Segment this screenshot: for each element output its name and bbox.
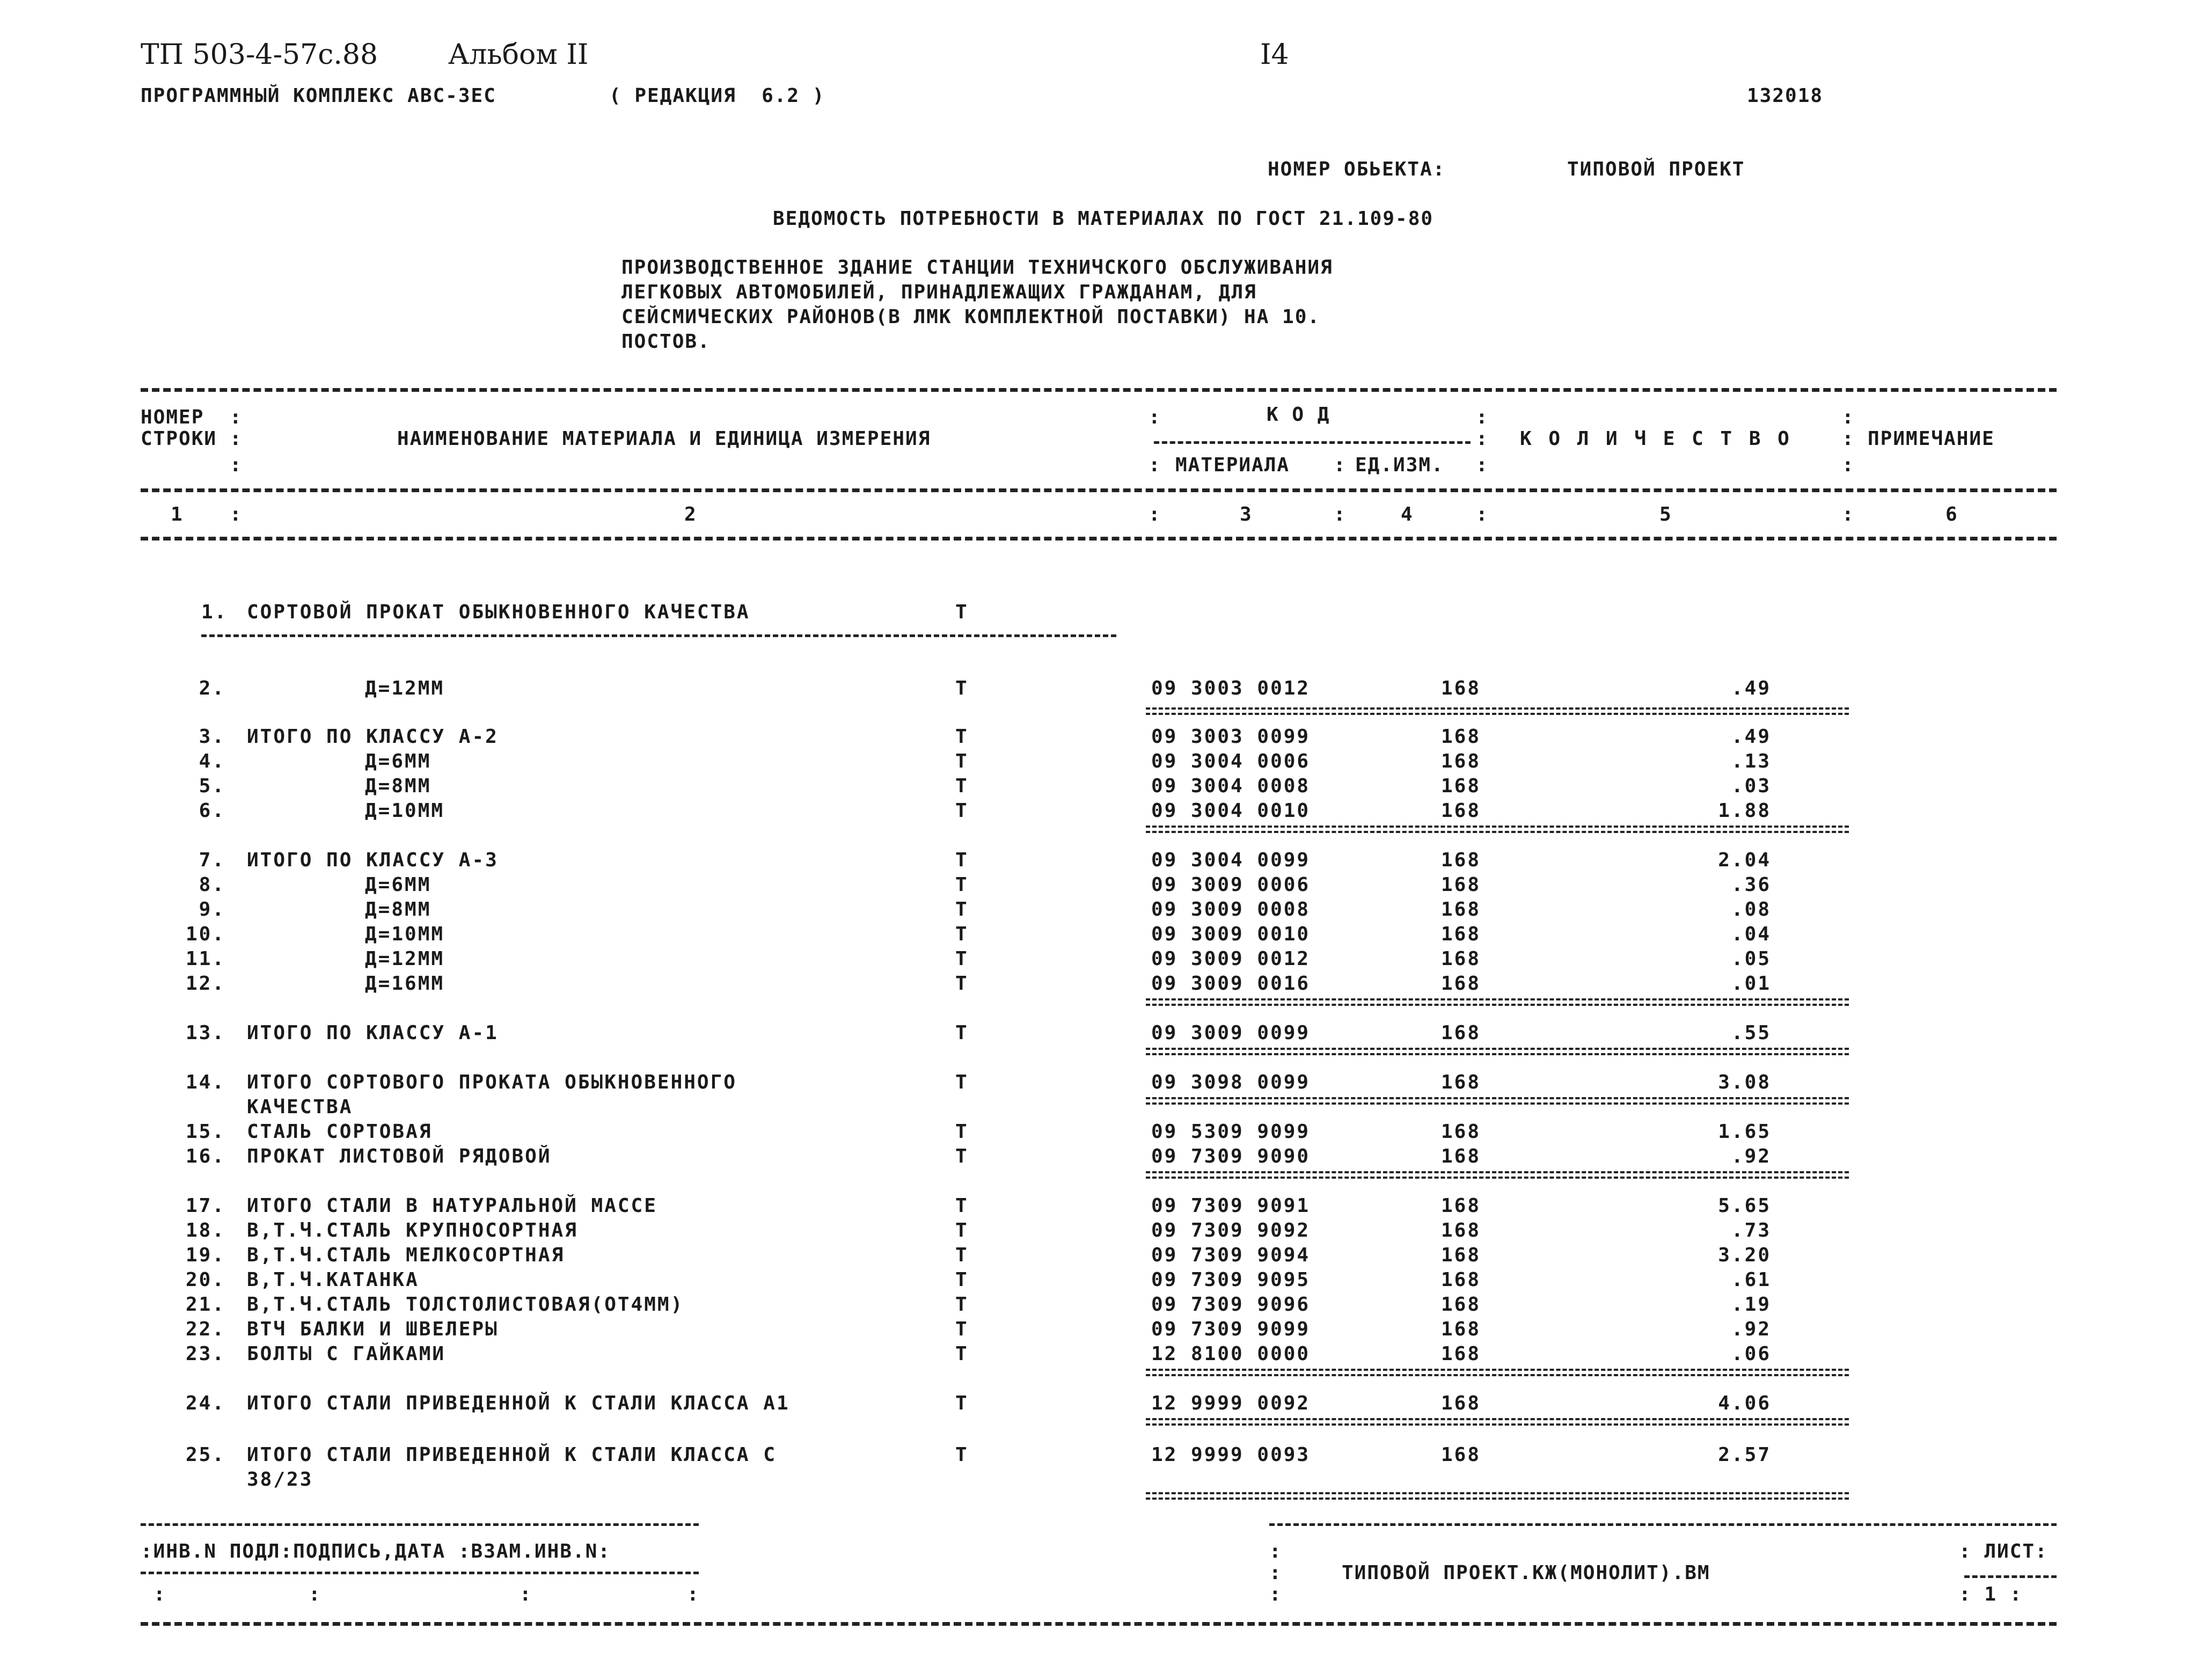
row-quantity: .92 (1731, 1145, 1771, 1167)
col-number-4: 4 (1401, 503, 1414, 525)
row-number: 8. (199, 874, 225, 896)
double-rule (1146, 1369, 1849, 1376)
document-code: ТП 503-4-57с.88 (141, 39, 378, 71)
row-unit: Т (955, 874, 969, 896)
row-number: 12. (185, 973, 225, 995)
row-quantity: 2.04 (1718, 849, 1771, 871)
row-number: 13. (185, 1022, 225, 1044)
stamp-rule-left-top (141, 1523, 699, 1526)
row-unit: Т (955, 1145, 969, 1167)
stamp-sep: : (153, 1583, 165, 1605)
row-unit: Т (955, 726, 969, 748)
row-material-code: 09 3009 0012 (1151, 948, 1311, 970)
header-row-no-2: СТРОКИ (141, 428, 217, 450)
header-note: ПРИМЕЧАНИЕ (1868, 428, 1995, 450)
double-rule (1146, 998, 1849, 1006)
row-material-code: 12 8100 0000 (1151, 1343, 1311, 1365)
row-unit: Т (955, 973, 969, 995)
row-unit-code: 168 (1441, 1145, 1481, 1167)
row-unit-code: 168 (1441, 1219, 1481, 1241)
album-label: Альбом II (448, 39, 589, 71)
row-number: 9. (199, 899, 225, 921)
row-unit: Т (955, 750, 969, 772)
row-unit-code: 168 (1441, 874, 1481, 896)
row-name: ПРОКАТ ЛИСТОВОЙ РЯДОВОЙ (247, 1145, 552, 1167)
header-sep: : (1476, 428, 1488, 450)
row-unit-code: 168 (1441, 1444, 1481, 1466)
header-sep: : (1842, 428, 1854, 450)
stamp-rule-right-top (1269, 1523, 2057, 1526)
col-number-6: 6 (1945, 503, 1958, 525)
row-material-code: 09 7309 9099 (1151, 1318, 1311, 1340)
header-sep: : (1476, 406, 1488, 428)
header-sep: : (1149, 454, 1160, 476)
row-material-code: 09 7309 9096 (1151, 1294, 1311, 1316)
section-title: СОРТОВОЙ ПРОКАТ ОБЫКНОВЕННОГО КАЧЕСТВА (247, 601, 750, 623)
row-name: В,Т.Ч.СТАЛЬ ТОЛСТОЛИСТОВАЯ(ОТ4ММ) (247, 1294, 684, 1316)
row-unit-code: 168 (1441, 948, 1481, 970)
header-code-unit: ЕД.ИЗМ. (1355, 454, 1444, 476)
stamp-sep: : (687, 1583, 699, 1605)
row-unit: Т (955, 899, 969, 921)
header-code: К О Д (1267, 404, 1330, 426)
row-number: 20. (185, 1269, 225, 1291)
row-unit: Т (955, 1294, 969, 1316)
row-quantity: 2.57 (1718, 1444, 1771, 1466)
building-line-4: ПОСТОВ. (621, 331, 711, 353)
row-quantity: .73 (1731, 1219, 1771, 1241)
row-material-code: 09 3009 0008 (1151, 899, 1311, 921)
header-code-material: МАТЕРИАЛА (1175, 454, 1290, 476)
row-number: 19. (185, 1244, 225, 1266)
double-rule (1146, 707, 1849, 715)
header-sep: : (1334, 454, 1345, 476)
section-underline (201, 634, 1116, 637)
row-material-code: 09 3003 0012 (1151, 677, 1311, 699)
col-number-3: 3 (1240, 503, 1253, 525)
row-number: 10. (185, 923, 225, 945)
row-material-code: 09 7309 9092 (1151, 1219, 1311, 1241)
row-unit-code: 168 (1441, 1318, 1481, 1340)
row-unit: Т (955, 1071, 969, 1093)
row-number: 24. (185, 1392, 225, 1414)
row-quantity: .05 (1731, 948, 1771, 970)
row-name: Д=6ММ (365, 750, 431, 772)
row-material-code: 12 9999 0093 (1151, 1444, 1311, 1466)
stamp-bottom-rule (141, 1622, 2057, 1626)
row-number: 11. (185, 948, 225, 970)
row-name: СТАЛЬ СОРТОВАЯ (247, 1121, 433, 1143)
building-line-1: ПРОИЗВОДСТВЕННОЕ ЗДАНИЕ СТАНЦИИ ТЕХНИЧСКОГО ОБСЛУЖИВАНИЯ (621, 257, 1333, 279)
stamp-sep: : (1269, 1562, 1281, 1584)
row-quantity: 1.65 (1718, 1121, 1771, 1143)
row-quantity: .19 (1731, 1294, 1771, 1316)
row-quantity: .01 (1731, 973, 1771, 995)
header-sep: : (1842, 503, 1854, 525)
row-unit-code: 168 (1441, 1392, 1481, 1414)
row-number: 2. (199, 677, 225, 699)
row-material-code: 09 3003 0099 (1151, 726, 1311, 748)
object-label: НОМЕР ОБЬЕКТА: (1268, 158, 1446, 180)
row-name: В,Т.Ч.КАТАНКА (247, 1269, 419, 1291)
building-line-3: СЕЙСМИЧЕСКИХ РАЙОНОВ(В ЛМК КОМПЛЕКТНОЙ ПОСТАВКИ) НА 10. (621, 306, 1321, 328)
row-number: 18. (185, 1219, 225, 1241)
row-material-code: 09 7309 9091 (1151, 1195, 1311, 1217)
row-number: 5. (199, 775, 225, 797)
row-unit-code: 168 (1441, 1022, 1481, 1044)
row-name: ИТОГО СОРТОВОГО ПРОКАТА ОБЫКНОВЕННОГО (247, 1071, 737, 1093)
row-unit-code: 168 (1441, 1269, 1481, 1291)
row-quantity: .08 (1731, 899, 1771, 921)
row-name: Д=16ММ (365, 973, 445, 995)
row-unit: Т (955, 1195, 969, 1217)
double-rule (1146, 1492, 1849, 1500)
header-sep: : (230, 454, 242, 476)
row-unit-code: 168 (1441, 1195, 1481, 1217)
row-number: 21. (185, 1294, 225, 1316)
stamp-sheet-number: : 1 : (1959, 1583, 2023, 1605)
header-sep: : (1149, 503, 1160, 525)
row-number: 4. (199, 750, 225, 772)
row-material-code: 09 7309 9094 (1151, 1244, 1311, 1266)
row-material-code: 09 3009 0099 (1151, 1022, 1311, 1044)
row-quantity: .49 (1731, 726, 1771, 748)
row-unit: Т (955, 849, 969, 871)
row-unit-code: 168 (1441, 800, 1481, 822)
row-number: 14. (185, 1071, 225, 1093)
row-name-continued: КАЧЕСТВА (247, 1096, 353, 1118)
row-unit-code: 168 (1441, 923, 1481, 945)
row-name: ИТОГО ПО КЛАССУ А-3 (247, 849, 499, 871)
stamp-inventory-label: :ИНВ.N ПОДЛ:ПОДПИСЬ,ДАТА :ВЗАМ.ИНВ.N: (141, 1540, 611, 1562)
header-sep: : (1334, 503, 1345, 525)
row-material-code: 09 3009 0010 (1151, 923, 1311, 945)
row-unit: Т (955, 1318, 969, 1340)
row-unit: Т (955, 1444, 969, 1466)
row-quantity: 3.08 (1718, 1071, 1771, 1093)
row-material-code: 09 3009 0006 (1151, 874, 1311, 896)
row-material-code: 09 3004 0010 (1151, 800, 1311, 822)
header-bottom-rule (141, 537, 2057, 540)
double-rule (1146, 1171, 1849, 1179)
header-sep: : (1149, 406, 1160, 428)
stamp-sep: : (309, 1583, 320, 1605)
row-name: БОЛТЫ С ГАЙКАМИ (247, 1343, 446, 1365)
row-quantity: 1.88 (1718, 800, 1771, 822)
row-unit: Т (955, 923, 969, 945)
row-name: ИТОГО СТАЛИ ПРИВЕДЕННОЙ К СТАЛИ КЛАССА С (247, 1444, 777, 1466)
double-rule (1146, 1048, 1849, 1055)
row-unit-code: 168 (1441, 677, 1481, 699)
row-number: 3. (199, 726, 225, 748)
row-unit-code: 168 (1441, 849, 1481, 871)
row-unit: Т (955, 1121, 969, 1143)
row-unit: Т (955, 775, 969, 797)
row-quantity: .61 (1731, 1269, 1771, 1291)
row-unit-code: 168 (1441, 1294, 1481, 1316)
row-unit-code: 168 (1441, 1071, 1481, 1093)
row-name-continued: 38/23 (247, 1469, 313, 1491)
stamp-project-title: ТИПОВОЙ ПРОЕКТ.КЖ(МОНОЛИТ).ВМ (1342, 1562, 1710, 1584)
row-material-code: 09 7309 9095 (1151, 1269, 1311, 1291)
row-quantity: 5.65 (1718, 1195, 1771, 1217)
row-unit-code: 168 (1441, 1121, 1481, 1143)
section-number: 1. (201, 601, 228, 623)
building-line-2: ЛЕГКОВЫХ АВТОМОБИЛЕЙ, ПРИНАДЛЕЖАЩИХ ГРАЖДАНАМ, ДЛЯ (621, 281, 1257, 303)
double-rule (1146, 826, 1849, 833)
row-name: ИТОГО ПО КЛАССУ А-1 (247, 1022, 499, 1044)
row-material-code: 09 3098 0099 (1151, 1071, 1311, 1093)
row-material-code: 09 3004 0099 (1151, 849, 1311, 871)
row-quantity: .13 (1731, 750, 1771, 772)
row-quantity: .03 (1731, 775, 1771, 797)
row-material-code: 09 3004 0006 (1151, 750, 1311, 772)
stamp-sheet-rule (1964, 1575, 2057, 1578)
page-number: I4 (1260, 39, 1289, 71)
row-quantity: .49 (1731, 677, 1771, 699)
header-sep: : (1842, 454, 1854, 476)
stamp-sep: : (1269, 1583, 1281, 1605)
row-unit-code: 168 (1441, 775, 1481, 797)
col-number-1: 1 (171, 503, 184, 525)
row-unit: Т (955, 1392, 969, 1414)
row-unit-code: 168 (1441, 1244, 1481, 1266)
row-unit-code: 168 (1441, 899, 1481, 921)
row-unit: Т (955, 948, 969, 970)
row-quantity: .55 (1731, 1022, 1771, 1044)
run-id: 132018 (1747, 85, 1824, 107)
row-name: Д=8ММ (365, 899, 431, 921)
row-material-code: 12 9999 0092 (1151, 1392, 1311, 1414)
row-unit: Т (955, 1244, 969, 1266)
row-number: 17. (185, 1195, 225, 1217)
row-name: ИТОГО ПО КЛАССУ А-2 (247, 726, 499, 748)
header-sep: : (230, 428, 242, 450)
stamp-sep: : (1269, 1540, 1281, 1562)
section-unit: Т (955, 601, 969, 623)
header-sep: : (230, 406, 242, 428)
row-quantity: .06 (1731, 1343, 1771, 1365)
row-name: ИТОГО СТАЛИ В НАТУРАЛЬНОЙ МАССЕ (247, 1195, 657, 1217)
row-unit: Т (955, 677, 969, 699)
row-unit: Т (955, 1343, 969, 1365)
header-top-rule (141, 388, 2057, 392)
header-quantity: К О Л И Ч Е С Т В О (1520, 428, 1790, 450)
row-unit: Т (955, 1269, 969, 1291)
row-material-code: 09 5309 9099 (1151, 1121, 1311, 1143)
row-name: Д=12ММ (365, 677, 445, 699)
row-name: В,Т.Ч.СТАЛЬ КРУПНОСОРТНАЯ (247, 1219, 578, 1241)
row-number: 22. (185, 1318, 225, 1340)
row-unit: Т (955, 800, 969, 822)
stamp-sheet-label: : ЛИСТ: (1959, 1540, 2048, 1562)
row-material-code: 09 3009 0016 (1151, 973, 1311, 995)
stamp-sep: : (520, 1583, 531, 1605)
row-name: Д=10ММ (365, 800, 445, 822)
header-sep: : (230, 503, 242, 525)
header-name: НАИМЕНОВАНИЕ МАТЕРИАЛА И ЕДИНИЦА ИЗМЕРЕНИЯ (397, 428, 931, 450)
header-row-no-1: НОМЕР (141, 406, 204, 428)
row-number: 7. (199, 849, 225, 871)
row-unit-code: 168 (1441, 1343, 1481, 1365)
col-number-2: 2 (684, 503, 697, 525)
row-number: 23. (185, 1343, 225, 1365)
header-sep: : (1842, 406, 1854, 428)
header-code-rule (1154, 441, 1471, 444)
double-rule (1146, 1418, 1849, 1426)
header-sep: : (1476, 454, 1488, 476)
edition-label: ( РЕДАКЦИЯ 6.2 ) (609, 85, 825, 107)
row-name: Д=8ММ (365, 775, 431, 797)
row-unit: Т (955, 1022, 969, 1044)
row-number: 6. (199, 800, 225, 822)
row-unit-code: 168 (1441, 750, 1481, 772)
row-quantity: .04 (1731, 923, 1771, 945)
row-number: 16. (185, 1145, 225, 1167)
row-unit: Т (955, 1219, 969, 1241)
row-name: В,Т.Ч.СТАЛЬ МЕЛКОСОРТНАЯ (247, 1244, 565, 1266)
row-material-code: 09 7309 9090 (1151, 1145, 1311, 1167)
row-number: 15. (185, 1121, 225, 1143)
header-sep: : (1476, 503, 1488, 525)
program-name: ПРОГРАММНЫЙ КОМПЛЕКС АВС-3ЕС (141, 85, 496, 107)
row-name: ВТЧ БАЛКИ И ШВЕЛЕРЫ (247, 1318, 499, 1340)
col-number-5: 5 (1659, 503, 1672, 525)
row-quantity: .92 (1731, 1318, 1771, 1340)
row-quantity: 3.20 (1718, 1244, 1771, 1266)
statement-title: ВЕДОМОСТЬ ПОТРЕБНОСТИ В МАТЕРИАЛАХ ПО ГОСТ 21.109-80 (773, 208, 1434, 230)
stamp-rule-left-mid (141, 1572, 699, 1574)
row-name: ИТОГО СТАЛИ ПРИВЕДЕННОЙ К СТАЛИ КЛАССА А1 (247, 1392, 790, 1414)
row-material-code: 09 3004 0008 (1151, 775, 1311, 797)
header-mid-rule (141, 488, 2057, 492)
row-name: Д=12ММ (365, 948, 445, 970)
row-name: Д=10ММ (365, 923, 445, 945)
double-rule (1146, 1097, 1849, 1105)
object-value: ТИПОВОЙ ПРОЕКТ (1567, 158, 1745, 180)
row-quantity: .36 (1731, 874, 1771, 896)
row-unit-code: 168 (1441, 973, 1481, 995)
row-name: Д=6ММ (365, 874, 431, 896)
row-quantity: 4.06 (1718, 1392, 1771, 1414)
row-number: 25. (185, 1444, 225, 1466)
row-unit-code: 168 (1441, 726, 1481, 748)
